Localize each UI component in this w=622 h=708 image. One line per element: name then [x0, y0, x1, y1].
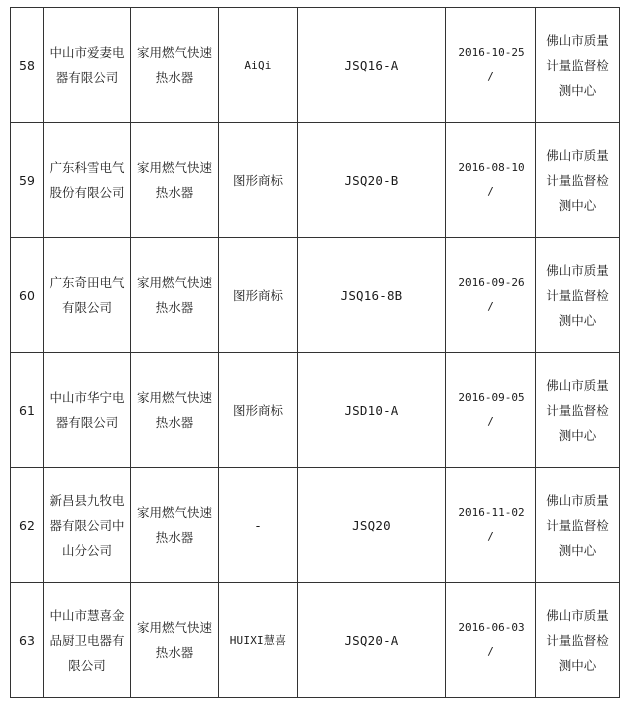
company-line: 中山市华宁电 — [49, 390, 125, 405]
trademark-cell: 图形商标 — [219, 123, 298, 238]
company-line: 器有限公司 — [55, 415, 119, 430]
production-date: 2016-08-10 — [458, 161, 525, 174]
row-number: 58 — [11, 8, 44, 123]
testing-lab-cell — [536, 8, 620, 123]
product-name-cell — [131, 238, 219, 353]
production-date-cell — [446, 468, 536, 583]
lab-line: 佛山市质量 — [546, 147, 609, 163]
row-number: 59 — [11, 123, 44, 238]
table-row — [11, 353, 620, 468]
model-cell: JSQ20 — [298, 468, 446, 583]
sampling-results-table — [10, 7, 620, 698]
lab-line: 计量监督检 — [546, 172, 609, 188]
lab-line: 佛山市质量 — [546, 377, 609, 393]
model-cell: JSQ20-B — [298, 123, 446, 238]
product-line: 热水器 — [155, 530, 194, 545]
company-name-cell — [44, 8, 131, 123]
production-date-cell — [446, 8, 536, 123]
testing-lab-cell — [536, 468, 620, 583]
product-line: 热水器 — [155, 70, 194, 85]
company-line: 新昌县九牧电 — [49, 492, 125, 508]
company-name-cell — [44, 468, 131, 583]
batch-number: / — [487, 300, 494, 313]
lab-line: 计量监督检 — [546, 632, 609, 648]
product-line: 热水器 — [155, 415, 194, 430]
company-name-cell — [44, 353, 131, 468]
product-line: 家用燃气快速 — [136, 45, 212, 60]
batch-number: / — [487, 415, 494, 428]
product-name-cell — [131, 583, 219, 698]
product-line: 家用燃气快速 — [136, 275, 212, 290]
company-name-cell — [44, 238, 131, 353]
model-cell: JSQ20-A — [298, 583, 446, 698]
lab-line: 测中心 — [558, 197, 597, 213]
production-date-cell — [446, 123, 536, 238]
company-line: 中山市慧喜金 — [49, 607, 125, 623]
product-name-cell — [131, 123, 219, 238]
testing-lab-cell — [536, 123, 620, 238]
production-date-cell — [446, 353, 536, 468]
lab-line: 佛山市质量 — [546, 262, 609, 278]
production-date: 2016-10-25 — [458, 46, 525, 59]
production-date: 2016-09-05 — [458, 391, 525, 404]
trademark-cell: AiQi — [219, 8, 298, 123]
trademark-cell: - — [219, 468, 298, 583]
batch-number: / — [487, 645, 494, 658]
lab-line: 计量监督检 — [546, 402, 609, 418]
lab-line: 测中心 — [558, 312, 597, 328]
table-row — [11, 123, 620, 238]
company-line: 器有限公司 — [55, 70, 119, 85]
lab-line: 计量监督检 — [546, 287, 609, 303]
product-line: 热水器 — [155, 645, 194, 660]
company-line: 中山市爱妻电 — [49, 45, 125, 60]
company-line: 广东科雪电气 — [49, 160, 125, 175]
product-line: 家用燃气快速 — [136, 160, 212, 175]
lab-line: 计量监督检 — [546, 517, 609, 533]
production-date: 2016-11-02 — [458, 506, 525, 519]
company-line: 广东奇田电气 — [49, 275, 125, 290]
testing-lab-cell — [536, 583, 620, 698]
trademark-cell: 图形商标 — [219, 238, 298, 353]
company-line: 限公司 — [68, 657, 106, 673]
table-row — [11, 238, 620, 353]
table-row — [11, 468, 620, 583]
batch-number: / — [487, 530, 494, 543]
product-line: 热水器 — [155, 185, 194, 200]
company-line: 山分公司 — [61, 542, 112, 558]
product-line: 家用燃气快速 — [136, 620, 212, 635]
company-line: 器有限公司中 — [49, 517, 125, 533]
product-name-cell — [131, 8, 219, 123]
product-line: 热水器 — [155, 300, 194, 315]
lab-line: 佛山市质量 — [546, 492, 609, 508]
lab-line: 计量监督检 — [546, 57, 609, 73]
batch-number: / — [487, 185, 494, 198]
trademark-cell: 图形商标 — [219, 353, 298, 468]
company-line: 有限公司 — [61, 300, 112, 315]
product-line: 家用燃气快速 — [136, 505, 212, 520]
company-line: 股份有限公司 — [49, 185, 125, 200]
product-line: 家用燃气快速 — [136, 390, 212, 405]
model-cell: JSD10-A — [298, 353, 446, 468]
company-name-cell — [44, 583, 131, 698]
production-date-cell — [446, 238, 536, 353]
row-number: 60 — [11, 238, 44, 353]
lab-line: 测中心 — [558, 542, 597, 558]
company-line: 品厨卫电器有 — [49, 632, 125, 648]
batch-number: / — [487, 70, 494, 83]
lab-line: 测中心 — [558, 427, 597, 443]
lab-line: 测中心 — [558, 657, 597, 673]
product-name-cell — [131, 353, 219, 468]
production-date: 2016-06-03 — [458, 621, 525, 634]
row-number: 62 — [11, 468, 44, 583]
product-name-cell — [131, 468, 219, 583]
model-cell: JSQ16-A — [298, 8, 446, 123]
production-date: 2016-09-26 — [458, 276, 525, 289]
testing-lab-cell — [536, 238, 620, 353]
row-number: 63 — [11, 583, 44, 698]
row-number: 61 — [11, 353, 44, 468]
lab-line: 佛山市质量 — [546, 607, 609, 623]
table-row — [11, 8, 620, 123]
trademark-cell: HUIXI慧喜 — [219, 583, 298, 698]
table-row — [11, 583, 620, 698]
testing-lab-cell — [536, 353, 620, 468]
model-cell: JSQ16-8B — [298, 238, 446, 353]
company-name-cell — [44, 123, 131, 238]
production-date-cell — [446, 583, 536, 698]
lab-line: 佛山市质量 — [546, 32, 609, 48]
lab-line: 测中心 — [558, 82, 597, 98]
